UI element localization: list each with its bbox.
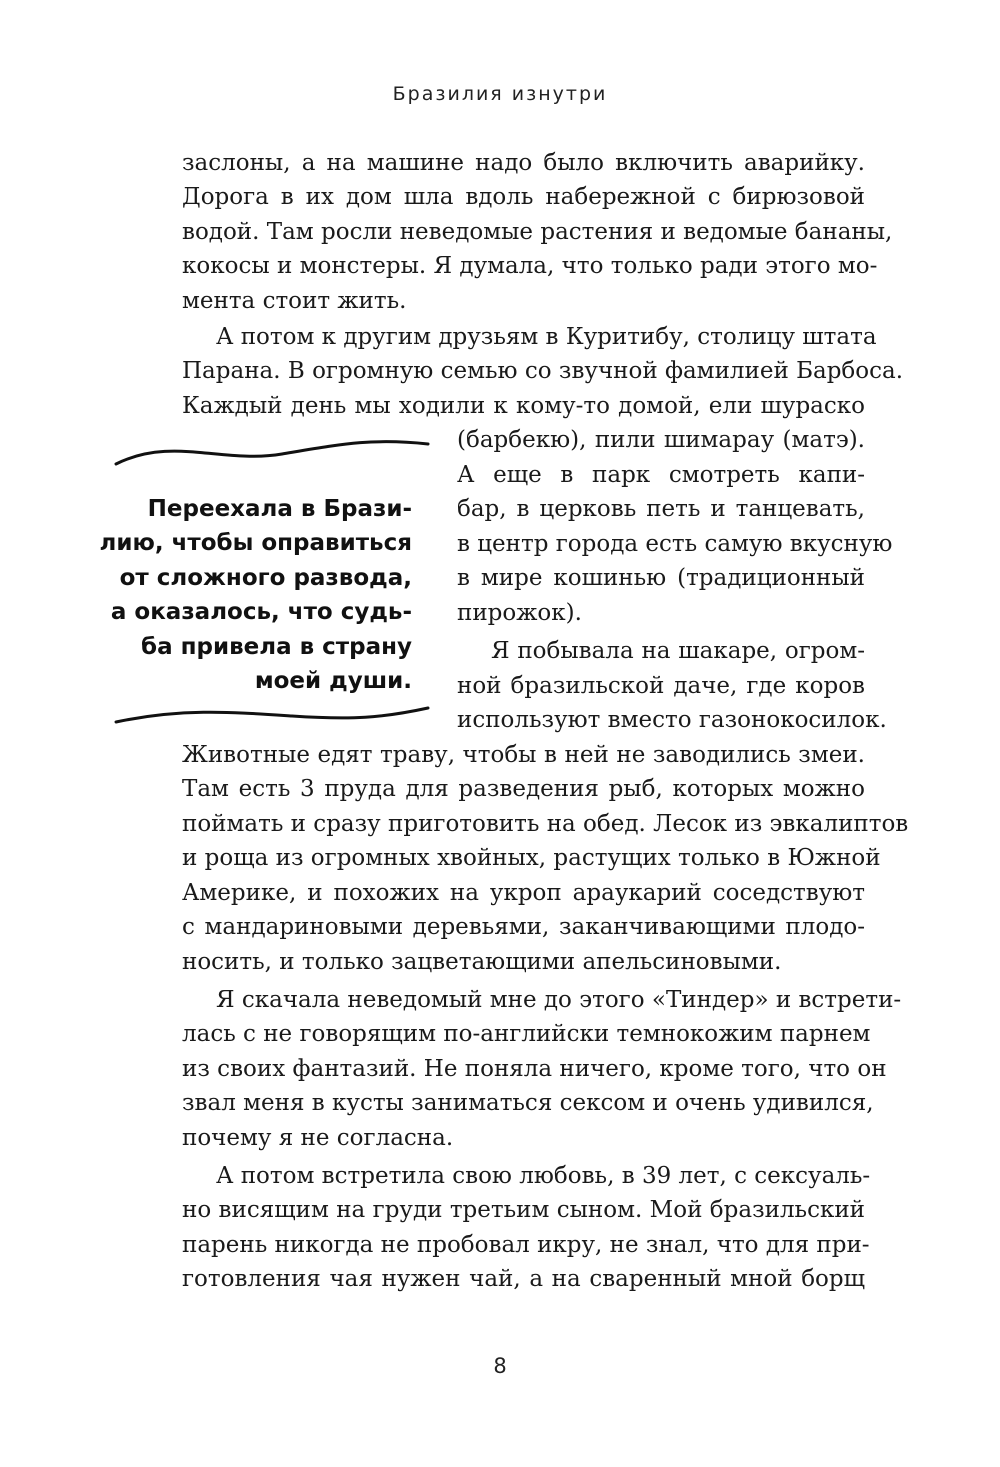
body-line: в центр города есть самую вкусную [457, 531, 893, 557]
pull-quote-line: Переехала в Брази- [147, 496, 412, 522]
body-line: заслоны, а на машине надо было включить аварийку. [182, 150, 865, 176]
body-line: носить, и только зацветающими апельсиновыми. [182, 949, 782, 975]
body-line: бар, в церковь петь и танцевать, [457, 496, 865, 522]
body-line: Дорога в их дом шла вдоль набережной с бирюзовой [182, 184, 865, 210]
body-line: Америке, и похожих на укроп араукарий соседствуют [182, 880, 865, 906]
body-line: и роща из огромных хвойных, растущих только в Южной [182, 845, 881, 871]
body-line: но висящим на груди третьим сыном. Мой бразильский [182, 1197, 865, 1223]
pull-quote-line: а оказалось, что судь- [110, 599, 412, 625]
body-line: А потом к другим друзьям в Куритибу, столицу штата [216, 324, 877, 350]
body-line: в мире кошинью (традиционный [457, 565, 865, 591]
body-line: ной бразильской даче, где коров [457, 673, 865, 699]
body-line: Каждый день мы ходили к кому-то домой, ели шураско [182, 393, 865, 419]
body-line: Животные едят траву, чтобы в ней не заводились змеи. [182, 742, 865, 768]
pull-quote-line: моей души. [254, 668, 412, 694]
body-line: звал меня в кусты заниматься сексом и очень удивился, [182, 1090, 874, 1116]
body-line: А потом встретила свою любовь, в 39 лет, с сексуаль- [216, 1163, 871, 1189]
body-line: поймать и сразу приготовить на обед. Лесок из эвкалиптов [182, 811, 909, 837]
pull-quote-line: лию, чтобы оправиться [99, 530, 412, 556]
body-line: водой. Там росли неведомые растения и ведомые бананы, [182, 219, 893, 245]
body-line: Парана. В огромную семью со звучной фамилией Барбоса. [182, 358, 904, 384]
body-line: лась с не говорящим по-английски темнокожим парнем [182, 1021, 871, 1047]
body-line: Я скачала неведомый мне до этого «Тиндер» и встрети- [216, 987, 902, 1013]
body-line: пирожок). [457, 600, 582, 626]
body-line: Там есть 3 пруда для разведения рыб, которых можно [182, 776, 865, 802]
pull-quote [99, 434, 432, 734]
body-line: А еще в парк смотреть капи- [457, 462, 865, 488]
top-wave-divider [112, 434, 432, 474]
body-line: с мандариновыми деревьями, заканчивающими плодо- [182, 914, 865, 940]
body-line: Я побывала на шакаре, огром- [491, 638, 865, 664]
body-line: мента стоит жить. [182, 288, 407, 314]
body-line: (барбекю), пили шимарау (матэ). [457, 427, 865, 453]
body-line: используют вместо газонокосилок. [457, 707, 887, 733]
running-title: Бразилия изнутри [392, 83, 608, 105]
pull-quote-line: от сложного развода, [119, 565, 412, 591]
pull-quote-line: ба привела в страну [141, 634, 412, 660]
body-line: кокосы и монстеры. Я думала, что только ради этого мо- [182, 253, 878, 279]
body-line: готовления чая нужен чай, а на сваренный мной борщ [182, 1266, 865, 1292]
body-line: парень никогда не пробовал икру, не знал, что для при- [182, 1232, 870, 1258]
body-line: из своих фантазий. Не поняла ничего, кроме того, что он [182, 1056, 887, 1082]
body-line: почему я не согласна. [182, 1125, 454, 1151]
bottom-wave-divider [112, 700, 432, 740]
page-number: 8 [493, 1354, 507, 1378]
